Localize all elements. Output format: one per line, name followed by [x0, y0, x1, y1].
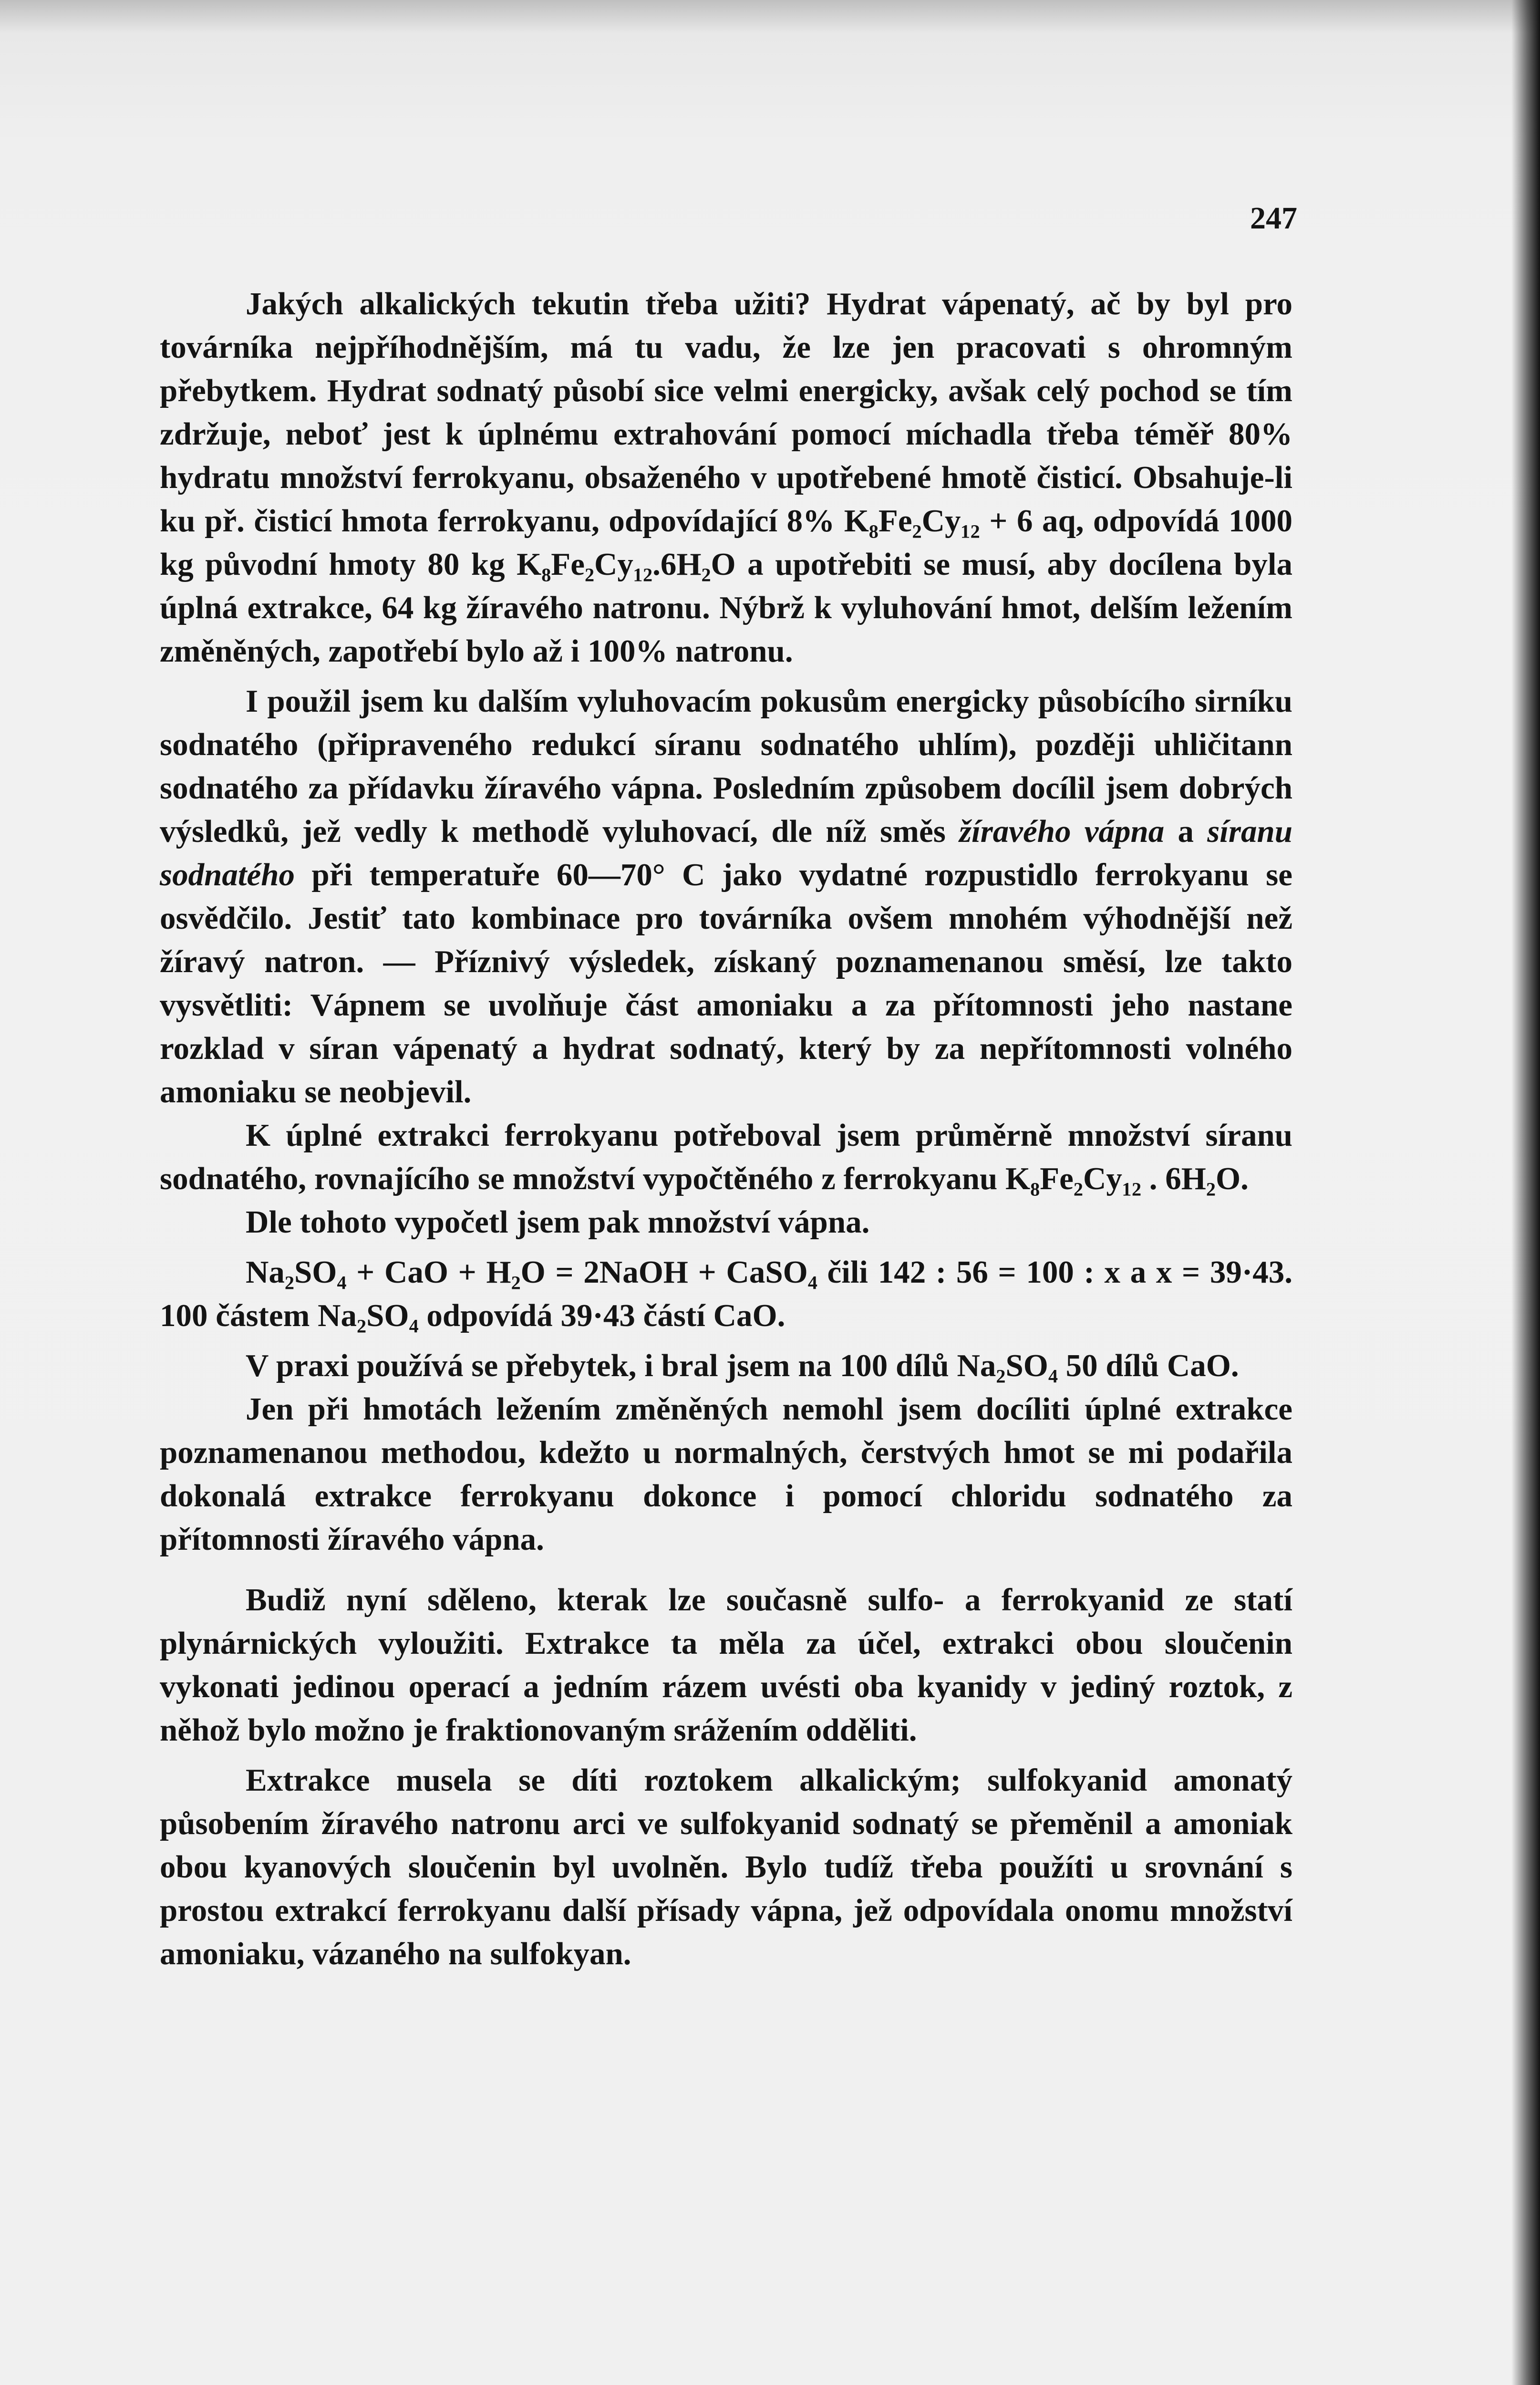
paragraph-sodium-sulfide-part1: I použil jsem ku dalším vyluhovacím pokusům energicky působícího sirníku sodnatého (připraveného redukcí síranu sodnatého uhlím), později uhličitann sodnatého za přídavku žíravého vápna. Posledním způsobem docílil jsem dobrých výsledků, jež vedly k methodě vyluhovací, dle níž směs — [160, 684, 1292, 849]
paragraph-equation: Na₂SO₄ + CaO + H₂O = 2NaOH + CaSO₄ čili 142 : 56 = 100 : x a x = 39·43. 100 částem Na₂SO₄ odpovídá 39·43 částí CaO. — [160, 1255, 1292, 1333]
paragraph-sodium-sulfide-part2: při temperatuře 60—70° C jako vydatné rozpustidlo ferrokyanu se osvědčilo. Jestiť tato kombinace pro továrníka ovšem mnohém výhodnější než žíravý natron. — Příznivý výsledek, získaný poznamenanou směsí, lze takto vysvětliti: Vápnem se uvolňuje část amoniaku a za přítomnosti jeho nastane rozklad v síran vápenatý a hydrat sodnatý, který by za nepřítomnosti volného amoniaku se neobjevil. — [160, 857, 1292, 1110]
paragraph-alkaline-liquids: Jakých alkalických tekutin třeba užiti? Hydrat vápenatý, ač by byl pro továrníka nejpříhodnějším, má tu vadu, že lze jen pracovati s ohromným přebytkem. Hydrat sodnatý působí sice velmi energicky, avšak celý pochod se tím zdržuje, neboť jest k úplnému extrahování pomocí míchadla třeba téměř 80% hydratu množství ferrokyanu, obsaženého v upotřebené hmotě čisticí. Obsahuje-li ku př. čisticí hmota ferrokyanu, odpovídající 8% K₈Fe₂Cy₁₂ + 6 aq, odpovídá 1000 kg původní hmoty 80 kg K₈Fe₂Cy₁₂.6H₂O a upotřebiti se musí, aby docílena byla úplná extrakce, 64 kg žíravého natronu. Nýbrž k vyluhování hmot, delším ležením změněných, zapotřebí bylo až i 100% natronu. — [160, 286, 1292, 669]
body-text — [160, 282, 1292, 1976]
paragraph-sodium-sulfide — [160, 680, 1292, 1114]
paragraph-lime-calculation: Dle tohoto vypočetl jsem pak množství vápna. — [246, 1204, 870, 1240]
paragraph-complete-extraction: K úplné extrakci ferrokyanu potřeboval jsem průměrně množství síranu sodnatého, rovnajícího se množství vypočtěného z ferrokyanu K₈Fe₂Cy₁₂ . 6H₂O. — [160, 1118, 1292, 1196]
page-right-edge — [1511, 0, 1540, 2385]
paragraph-practice-excess: V praxi používá se přebytek, i bral jsem na 100 dílů Na₂SO₄ 50 dílů CaO. — [246, 1348, 1239, 1383]
paragraph-aged-masses: Jen při hmotách ležením změněných nemohl jsem docíliti úplné extrakce poznamenanou methodou, kdežto u normalných, čerstvých hmot se mi podařila dokonalá extrakce ferrokyanu dokonce i pomocí chloridu sodnatého za přítomnosti žíravého vápna. — [160, 1391, 1292, 1557]
conjunction-a: a — [1178, 814, 1194, 849]
italic-caustic-lime: žíravého vápna — [959, 814, 1165, 849]
paragraph-sulfo-ferro-extraction: Budiž nyní sděleno, kterak lze současně sulfo- a ferrokyanid ze statí plynárnických vyloužiti. Extrakce ta měla za účel, extrakci obou sloučenin vykonati jedinou operací a jedním rázem uvésti oba kyanidy v jediný roztok, z něhož bylo možno je fraktionovaným srážením odděliti. — [160, 1582, 1292, 1748]
paragraph-alkaline-solution: Extrakce musela se díti roztokem alkalickým; sulfokyanid amonatý působením žíravého natronu arci ve sulfokyanid sodnatý se přeměnil a amoniak obou kyanových sloučenin byl uvolněn. Bylo tudíž třeba použíti u srovnání s prostou extrakcí ferrokyanu další přísady vápna, jež odpovídala onomu množství amoniaku, vázaného na sulfokyan. — [160, 1763, 1292, 1971]
italic-sodium-sulfate: síranu sodnatého — [160, 814, 1293, 892]
page-top-shadow — [0, 0, 1540, 33]
page-number: 247 — [1250, 201, 1297, 236]
